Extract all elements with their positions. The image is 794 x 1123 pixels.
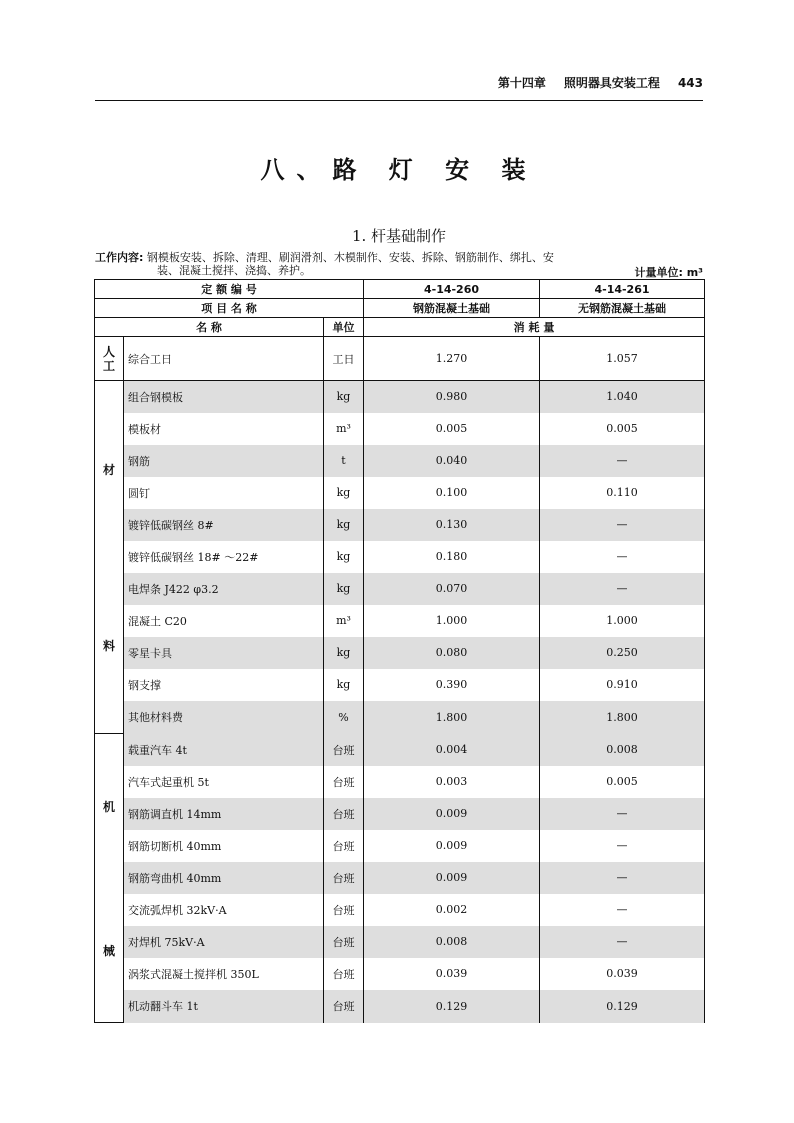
- labor-name: 综合工日: [124, 337, 324, 381]
- item-name: 镀锌低碳钢丝 18# ～22#: [124, 541, 324, 573]
- value-b: 1.000: [540, 605, 705, 637]
- item-name: 组合钢模板: [124, 381, 324, 413]
- labor-unit: 工日: [324, 337, 364, 381]
- labor-row: [95, 337, 705, 381]
- item-name: 机动翻斗车 1t: [124, 990, 324, 1023]
- item-unit: kg: [324, 541, 364, 573]
- material-row: [95, 573, 705, 605]
- category-char: 料: [102, 638, 115, 653]
- work-content: [95, 251, 703, 277]
- value-b: 0.005: [540, 413, 705, 445]
- item-unit: 台班: [324, 734, 364, 766]
- value-b: 0.039: [540, 958, 705, 990]
- value-a: 0.009: [364, 862, 540, 894]
- value-b: 0.910: [540, 669, 705, 701]
- category-char: 机: [102, 799, 115, 814]
- material-row: [95, 669, 705, 701]
- item-unit: 台班: [324, 830, 364, 862]
- value-a: 0.080: [364, 637, 540, 669]
- value-a: 0.040: [364, 445, 540, 477]
- value-b: —: [540, 862, 705, 894]
- value-b: 0.008: [540, 734, 705, 766]
- item-name-label: 项 目 名 称: [95, 299, 364, 318]
- value-a: 1.000: [364, 605, 540, 637]
- material-row: [95, 477, 705, 509]
- value-a: 0.180: [364, 541, 540, 573]
- quota-b: 4-14-261: [540, 280, 705, 299]
- name-column-header: 名 称: [95, 318, 324, 337]
- item-name: 混凝土 C20: [124, 605, 324, 637]
- item-a: 钢筋混凝土基础: [364, 299, 540, 318]
- material-row: [95, 509, 705, 541]
- machine-row: [95, 734, 705, 766]
- value-a: 0.004: [364, 734, 540, 766]
- material-row: [95, 701, 705, 734]
- quota-a: 4-14-260: [364, 280, 540, 299]
- labor-category-char-1: 人: [102, 344, 115, 359]
- work-content-label: 工作内容:: [95, 251, 144, 264]
- item-unit: 台班: [324, 926, 364, 958]
- item-name: 钢支撑: [124, 669, 324, 701]
- material-row: [95, 605, 705, 637]
- value-b: 0.250: [540, 637, 705, 669]
- material-row: [95, 445, 705, 477]
- value-a: 0.039: [364, 958, 540, 990]
- item-unit: 台班: [324, 862, 364, 894]
- item-unit: 台班: [324, 958, 364, 990]
- quota-number-row: [95, 280, 705, 299]
- value-b: 0.110: [540, 477, 705, 509]
- value-b: 0.129: [540, 990, 705, 1023]
- material-row: [95, 637, 705, 669]
- consumption-column-header: 消 耗 量: [364, 318, 705, 337]
- value-a: 0.980: [364, 381, 540, 413]
- value-a: 0.130: [364, 509, 540, 541]
- material-category: [95, 381, 124, 734]
- value-b: 1.800: [540, 701, 705, 734]
- item-name: 载重汽车 4t: [124, 734, 324, 766]
- value-b: —: [540, 894, 705, 926]
- item-unit: %: [324, 701, 364, 734]
- machine-row: [95, 894, 705, 926]
- item-name-row: [95, 299, 705, 318]
- item-unit: m³: [324, 605, 364, 637]
- item-name: 钢筋调直机 14mm: [124, 798, 324, 830]
- section-subtitle: 1. 杆基础制作: [351, 227, 447, 245]
- item-name: 涡浆式混凝土搅拌机 350L: [124, 958, 324, 990]
- item-unit: kg: [324, 573, 364, 605]
- machine-row: [95, 798, 705, 830]
- machine-row: [95, 830, 705, 862]
- machine-row: [95, 990, 705, 1023]
- labor-category: [95, 337, 124, 381]
- value-a: 0.003: [364, 766, 540, 798]
- page-number: 443: [677, 76, 703, 90]
- material-row: [95, 413, 705, 445]
- section-label: 照明器具安装工程: [563, 76, 660, 90]
- value-b: —: [540, 830, 705, 862]
- item-unit: kg: [324, 477, 364, 509]
- item-unit: kg: [324, 637, 364, 669]
- value-b: —: [540, 445, 705, 477]
- item-name: 零星卡具: [124, 637, 324, 669]
- quota-number-label: 定 额 编 号: [95, 280, 364, 299]
- value-a: 0.100: [364, 477, 540, 509]
- category-char: 械: [102, 943, 115, 958]
- column-header-row: [95, 318, 705, 337]
- material-row: [95, 381, 705, 413]
- category-char: 材: [102, 462, 115, 477]
- item-unit: 台班: [324, 990, 364, 1023]
- item-b: 无钢筋混凝土基础: [540, 299, 705, 318]
- value-b: 0.005: [540, 766, 705, 798]
- item-name: 电焊条 J422 φ3.2: [124, 573, 324, 605]
- item-name: 钢筋切断机 40mm: [124, 830, 324, 862]
- item-unit: 台班: [324, 894, 364, 926]
- work-content-line2: 装、混凝土搅拌、浇捣、养护。: [157, 264, 311, 277]
- value-a: 0.129: [364, 990, 540, 1023]
- item-name: 钢筋: [124, 445, 324, 477]
- item-unit: 台班: [324, 798, 364, 830]
- item-name: 圆钉: [124, 477, 324, 509]
- machine-row: [95, 926, 705, 958]
- material-row: [95, 541, 705, 573]
- value-a: 0.005: [364, 413, 540, 445]
- running-header: [95, 74, 703, 96]
- value-b: —: [540, 509, 705, 541]
- item-unit: kg: [324, 669, 364, 701]
- machine-category: [95, 734, 124, 1023]
- work-content-line1: 钢模板安装、拆除、清理、刷润滑剂、木模制作、安装、拆除、钢筋制作、绑扎、安: [146, 251, 554, 264]
- item-unit: kg: [324, 381, 364, 413]
- item-unit: 台班: [324, 766, 364, 798]
- quota-table: [94, 279, 705, 1023]
- machine-row: [95, 862, 705, 894]
- item-name: 模板材: [124, 413, 324, 445]
- labor-category-char-2: 工: [102, 358, 115, 373]
- value-b: —: [540, 798, 705, 830]
- header-rule: [95, 100, 703, 101]
- value-b: —: [540, 573, 705, 605]
- item-unit: m³: [324, 413, 364, 445]
- value-a: 0.002: [364, 894, 540, 926]
- unit-column-header: 单位: [324, 318, 364, 337]
- chapter-label: 第十四章: [497, 76, 546, 90]
- item-name: 交流弧焊机 32kV·A: [124, 894, 324, 926]
- item-unit: kg: [324, 509, 364, 541]
- value-a: 0.009: [364, 798, 540, 830]
- item-name: 汽车式起重机 5t: [124, 766, 324, 798]
- value-b: 1.040: [540, 381, 705, 413]
- item-name: 钢筋弯曲机 40mm: [124, 862, 324, 894]
- value-a: 0.008: [364, 926, 540, 958]
- measure-unit: 计量单位: m³: [634, 266, 703, 279]
- labor-value-b: 1.057: [540, 337, 705, 381]
- machine-row: [95, 766, 705, 798]
- value-a: 0.390: [364, 669, 540, 701]
- value-a: 0.009: [364, 830, 540, 862]
- page-title: 八、路 灯 安 装: [260, 156, 538, 184]
- machine-row: [95, 958, 705, 990]
- value-b: —: [540, 541, 705, 573]
- value-a: 0.070: [364, 573, 540, 605]
- item-name: 对焊机 75kV·A: [124, 926, 324, 958]
- labor-value-a: 1.270: [364, 337, 540, 381]
- item-name: 镀锌低碳钢丝 8#: [124, 509, 324, 541]
- item-unit: t: [324, 445, 364, 477]
- value-b: —: [540, 926, 705, 958]
- value-a: 1.800: [364, 701, 540, 734]
- item-name: 其他材料费: [124, 701, 324, 734]
